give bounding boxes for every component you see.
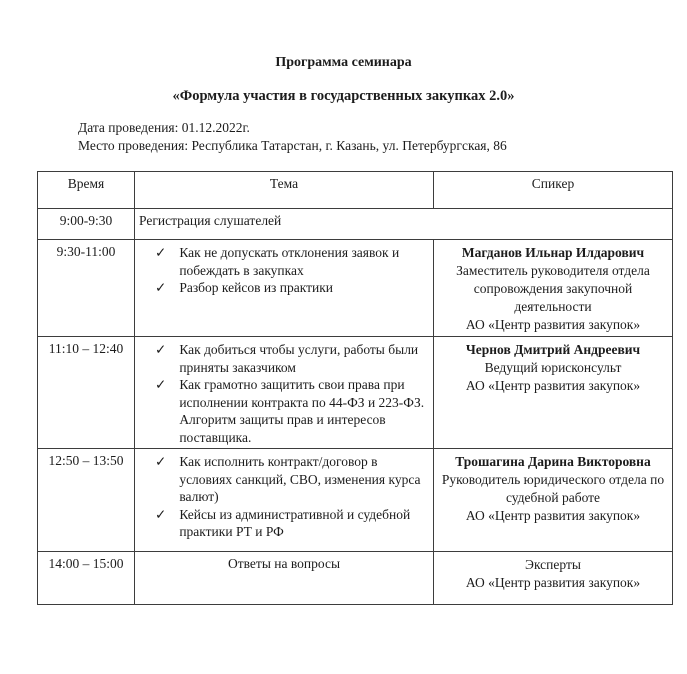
check-icon: ✓ [155,280,167,295]
topic-item [155,506,425,541]
table-header-row [38,172,673,209]
speaker-name: Чернов Дмитрий Андреевич [465,342,641,357]
topic-item [155,279,425,297]
event-date: Дата проведения: 01.12.2022г. [78,120,250,135]
time-cell: 11:10 – 12:40 [38,337,135,449]
speaker-role: Заместитель руководителя отдела сопровождения закупочной деятельности [456,263,650,314]
document-subtitle: «Формула участия в государственных закупках 2.0» [172,88,515,104]
topic-text: Как добиться чтобы услуги, работы были приняты заказчиком [179,342,419,375]
topic-list [139,341,429,446]
check-icon: ✓ [155,506,167,522]
topic-cell [135,337,434,449]
speaker-cell [434,449,673,552]
column-header-topic: Тема [135,172,434,209]
program-table [37,171,673,605]
time-cell: 9:30-11:00 [38,240,135,337]
topic-item [155,244,425,279]
table-row [38,552,673,605]
topic-text: Как исполнить контракт/договор в условиях санкций, СВО, изменения курса валют) [179,454,421,504]
topic-cell [135,240,434,337]
speaker-role: Руководитель юридического отдела по судебной работе [441,472,665,505]
event-venue: Место проведения: Республика Татарстан, г. Казань, ул. Петербургская, 86 [78,138,507,153]
topic-item [155,453,425,506]
topic-item [155,341,425,376]
speaker-name: Трошагина Дарина Викторовна [455,454,651,469]
speaker-cell [434,337,673,449]
speaker-org: АО «Центр развития закупок» [465,378,641,393]
speaker-org: АО «Центр развития закупок» [465,575,641,590]
speaker-role: Эксперты [525,557,581,572]
topic-text: Как не допускать отклонения заявок и побеждать в закупках [179,245,400,278]
event-meta [78,119,687,155]
topic-text: Кейсы из административной и судебной практики РТ и РФ [179,506,411,539]
topic-cell [135,449,434,552]
document-page [0,55,687,605]
speaker-role: Ведущий юрисконсульт [484,360,622,375]
time-cell: 12:50 – 13:50 [38,449,135,552]
speaker-name: Магданов Ильнар Илдарович [461,245,645,260]
column-header-time: Время [38,172,135,209]
speaker-cell [434,552,673,605]
column-header-speaker: Спикер [434,172,673,209]
topic-text: Как грамотно защитить свои права при исполнении контракта по 44-ФЗ и 223-ФЗ. Алгоритм защиты прав и интересов поставщика. [179,377,425,445]
table-row [38,337,673,449]
table-row [38,209,673,240]
topic-cell: Регистрация слушателей [135,209,673,240]
topic-text: Разбор кейсов из практики [179,280,334,295]
topic-cell: Ответы на вопросы [135,552,434,605]
speaker-org: АО «Центр развития закупок» [465,508,641,523]
speaker-cell [434,240,673,337]
check-icon: ✓ [155,454,167,469]
table-row [38,449,673,552]
check-icon: ✓ [155,342,167,357]
topic-item [155,376,425,446]
speaker-org: АО «Центр развития закупок» [465,317,641,332]
check-icon: ✓ [155,377,167,392]
topic-list [139,453,429,541]
document-title: Программа семинара [275,55,412,70]
topic-list [139,244,429,297]
time-cell: 9:00-9:30 [38,209,135,240]
table-row [38,240,673,337]
check-icon: ✓ [155,245,167,260]
time-cell: 14:00 – 15:00 [38,552,135,605]
